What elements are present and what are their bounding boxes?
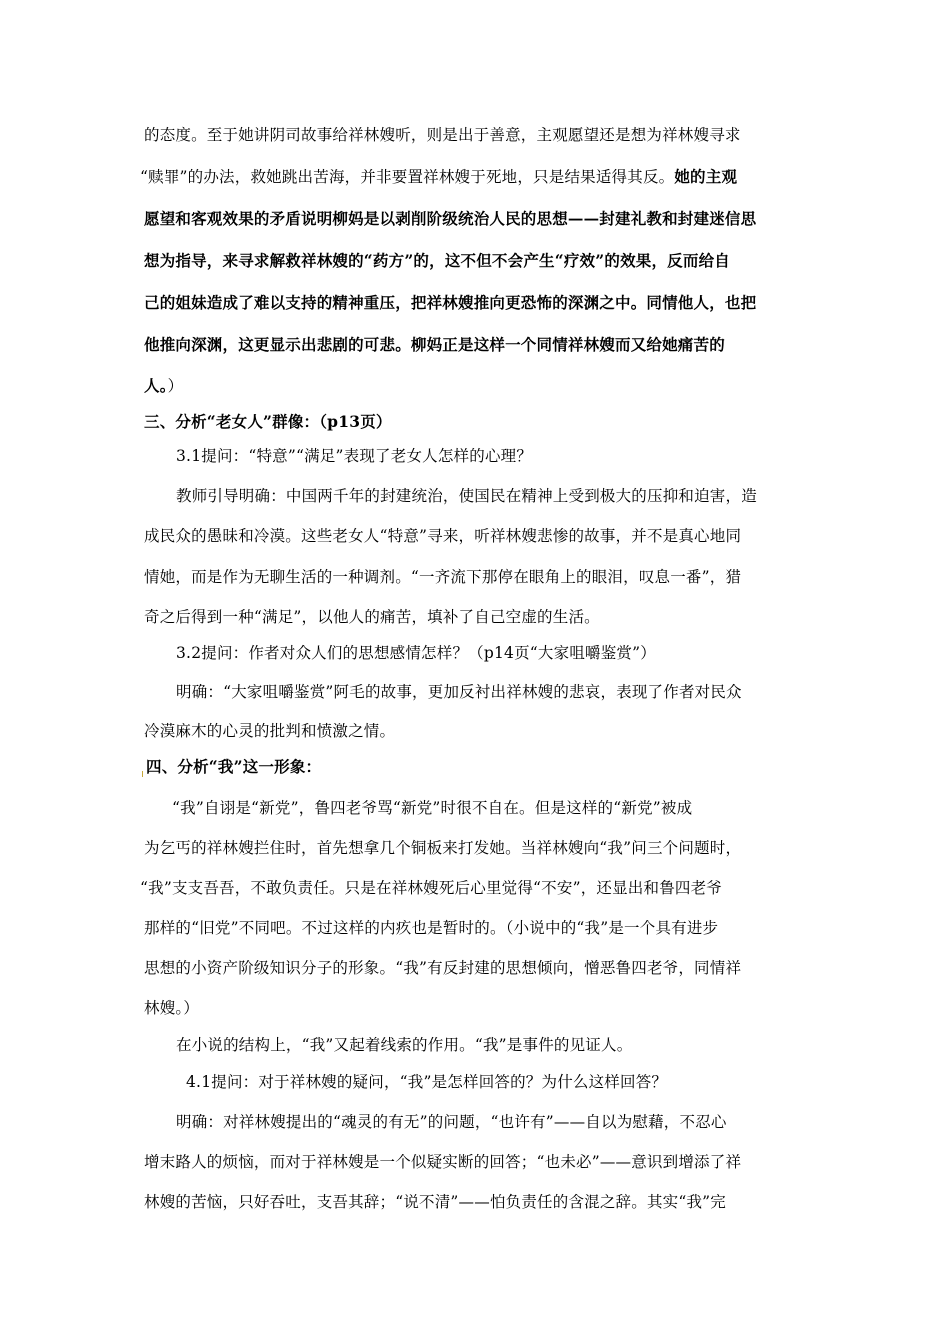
text-line-bold: 己的姐妹造成了难以支持的精神重压，把祥林嫂推向更恐怖的深渊之中。同情他人，也把 <box>144 293 757 312</box>
text-line: 明确：“大家咀嚼鉴赏”阿毛的故事，更加反衬出祥林嫂的悲哀，表现了作者对民众 <box>176 683 742 701</box>
text-line: “我”自诩是“新党”，鲁四老爷骂“新党”时很不自在。但是这样的“新党”被成 <box>172 799 693 817</box>
text-run: 成民众的愚昧和冷漠。这些老女人“特意”寻来，听祥林嫂悲惨的故事，并不是真心地同 <box>144 527 742 545</box>
text-line: 情她，而是作为无聊生活的一种调剂。“一齐流下那停在眼角上的眼泪，叹息一番”，猎 <box>144 568 742 586</box>
text-line-bold: 愿望和客观效果的矛盾说明柳妈是以剥削阶级统治人民的思想——封建礼教和封建迷信思 <box>144 209 757 228</box>
question-4-1: 4.1提问：对于祥林嫂的疑问，“我”是怎样回答的？为什么这样回答？ <box>186 1073 668 1091</box>
text-line: 林嫂的苦恼，只好吞吐，支吾其辞；“说不清”——怕负责任的含混之辞。其实“我”完 <box>144 1193 726 1211</box>
text-line: 奇之后得到一种“满足”，以他人的痛苦，填补了自己空虚的生活。 <box>144 608 600 626</box>
text-line: 明确：对祥林嫂提出的“魂灵的有无”的问题，“也许有”——自以为慰藉，不忍心 <box>176 1113 727 1131</box>
text-line: 为乞丐的祥林嫂拦住时，首先想拿几个铜板来打发她。当祥林嫂向“我”问三个问题时， <box>144 839 742 857</box>
text-run: ） <box>167 377 184 395</box>
question-3-2: 3.2提问：作者对众人们的思想感情怎样？（p14页“大家咀嚼鉴赏”） <box>176 644 656 662</box>
text-line: 的态度。至于她讲阴司故事给祥林嫂听，则是出于善意，主观愿望还是想为祥林嫂寻求 <box>144 126 741 144</box>
text-line-bold: 他推向深渊，这更显示出悲剧的可悲。柳妈正是这样一个同情祥林嫂而又给她痛苦的 <box>144 335 725 354</box>
text-line: 林嫂。） <box>144 999 200 1017</box>
question-3-1: 3.1提问：“特意”“满足”表现了老女人怎样的心理？ <box>176 447 533 465</box>
text-line: “我”支支吾吾，不敢负责任。只是在祥林嫂死后心里觉得“不安”，还显出和鲁四老爷 <box>140 879 722 897</box>
section-heading-3: 三、分析“老女人”群像：（p13页） <box>144 412 392 431</box>
text-run-bold: 人。 <box>144 376 168 395</box>
text-line: 思想的小资产阶级知识分子的形象。“我”有反封建的思想倾向，憎恶鲁四老爷，同情祥 <box>144 959 742 977</box>
text-run-bold: 她的主观 <box>674 167 738 186</box>
text-line: 那样的“旧党”不同吧。不过这样的内疚也是暂时的。（小说中的“我”是一个具有进步 <box>144 919 719 937</box>
text-line: 冷漠麻木的心灵的批判和愤激之情。 <box>144 722 396 740</box>
text-line <box>144 376 183 396</box>
text-line <box>144 526 741 546</box>
text-line: 在小说的结构上，“我”又起着线索的作用。“我”是事件的见证人。 <box>176 1036 633 1054</box>
text-line: 增末路人的烦恼，而对于祥林嫂是一个似疑实断的回答；“也未必”——意识到增添了祥 <box>144 1153 742 1171</box>
heading-text: 四、分析“我”这一形象： <box>146 757 322 776</box>
text-line-bold: 想为指导，来寻求解救祥林嫂的“药方”的，这不但不会产生“疗效”的效果，反而给自 <box>144 251 730 270</box>
text-line: 教师引导明确：中国两千年的封建统治，使国民在精神上受到极大的压抑和迫害，造 <box>176 487 757 505</box>
text-run: “赎罪”的办法，救她跳出苦海，并非要置祥林嫂于死地，只是结果适得其反。 <box>140 168 675 186</box>
section-heading-4 <box>144 757 321 777</box>
text-line <box>140 167 737 187</box>
